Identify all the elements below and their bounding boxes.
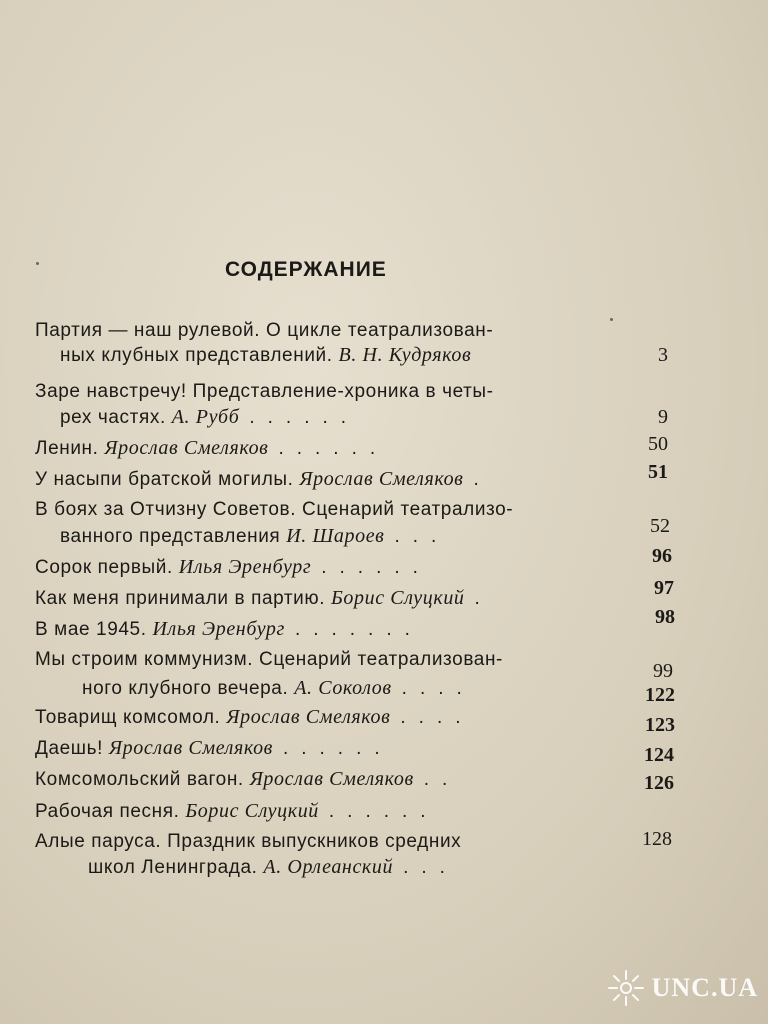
toc-title: Даешь! xyxy=(35,738,104,759)
toc-author: Борис Слуцкий xyxy=(185,800,319,822)
toc-line xyxy=(60,406,359,429)
toc-leader-dots: ...... xyxy=(282,738,393,759)
toc-line xyxy=(35,831,461,853)
toc-title: Партия — наш рулевой. О цикле театрализован- xyxy=(35,320,494,341)
toc-author: А. Орлеанский xyxy=(263,856,394,878)
toc-title: Комсомольский вагон. xyxy=(35,769,244,790)
toc-leader-dots: .... xyxy=(401,678,475,699)
toc-title: рех частях. xyxy=(60,407,166,428)
toc-line xyxy=(60,344,471,367)
toc-title: У насыпи братской могилы. xyxy=(35,469,294,490)
toc-line xyxy=(82,677,475,700)
toc-line xyxy=(35,618,423,641)
toc-line xyxy=(88,856,458,879)
toc-title: Рабочая песня. xyxy=(35,801,180,822)
toc-leader-dots: .. xyxy=(423,769,461,790)
toc-leader-dots: . xyxy=(473,469,492,490)
toc-line xyxy=(35,556,431,579)
toc-page-number: 98 xyxy=(655,606,675,628)
toc-page-number: 122 xyxy=(645,684,675,706)
toc-leader-dots: . xyxy=(474,588,493,609)
paper-speck xyxy=(610,318,613,321)
toc-line xyxy=(35,768,460,791)
toc-line xyxy=(35,800,439,823)
toc-title: ванного представления xyxy=(60,526,281,547)
toc-page-number: 50 xyxy=(648,433,668,455)
sunburst-logo-icon xyxy=(606,968,646,1008)
toc-line xyxy=(35,587,493,610)
toc-page-number: 3 xyxy=(658,344,668,366)
toc-title: Ленин. xyxy=(35,438,99,459)
toc-line xyxy=(35,381,494,403)
toc-page-number: 96 xyxy=(652,545,672,567)
toc-author: Ярослав Смеляков xyxy=(226,706,391,728)
toc-page-number: 123 xyxy=(645,714,675,736)
toc-title: В мае 1945. xyxy=(35,619,147,640)
toc-leader-dots: ...... xyxy=(249,407,360,428)
toc-title: ного клубного вечера. xyxy=(82,678,289,699)
toc-page-number: 99 xyxy=(653,660,673,682)
toc-title: ных клубных представлений. xyxy=(60,345,333,366)
toc-page-number: 52 xyxy=(650,515,670,537)
toc-author: Ярослав Смеляков xyxy=(299,468,464,490)
contents-heading: СОДЕРЖАНИЕ xyxy=(225,258,387,281)
toc-title: Заре навстречу! Представление-хроника в четы- xyxy=(35,381,494,402)
toc-line xyxy=(35,499,513,521)
toc-title: В боях за Отчизну Советов. Сценарий театрализо- xyxy=(35,499,514,520)
toc-page-number: 126 xyxy=(644,772,674,794)
toc-page-number: 51 xyxy=(648,461,668,483)
toc-title: Товарищ комсомол. xyxy=(35,707,221,728)
toc-leader-dots: ...... xyxy=(278,438,389,459)
toc-line xyxy=(35,649,503,671)
toc-page-number: 9 xyxy=(658,406,668,428)
toc-page-number: 97 xyxy=(654,577,674,599)
toc-author: Ярослав Смеляков xyxy=(104,437,269,459)
toc-author: А. Соколов xyxy=(294,677,392,699)
toc-leader-dots: ....... xyxy=(294,619,423,640)
toc-author: Илья Эренбург xyxy=(152,618,285,640)
paper-speck xyxy=(36,262,39,265)
toc-author: И. Шароев xyxy=(286,525,385,547)
toc-title: школ Ленинграда. xyxy=(88,857,258,878)
toc-author: Ярослав Смеляков xyxy=(249,768,414,790)
toc-leader-dots: ...... xyxy=(328,801,439,822)
toc-author: Борис Слуцкий xyxy=(331,587,465,609)
toc-line xyxy=(35,737,393,760)
toc-leader-dots: .... xyxy=(400,707,474,728)
toc-leader-dots: ...... xyxy=(321,557,431,578)
toc-title: Сорок первый. xyxy=(35,557,173,578)
toc-line xyxy=(35,706,474,729)
toc-title: Алые паруса. Праздник выпускников средних xyxy=(35,831,462,852)
toc-leader-dots: ... xyxy=(403,857,458,878)
toc-title: Как меня принимали в партию. xyxy=(35,588,326,609)
toc-author: Илья Эренбург xyxy=(178,556,312,578)
watermark-text: UNC.UA xyxy=(651,973,758,1002)
toc-line xyxy=(35,468,492,491)
toc-line xyxy=(35,437,388,460)
toc-line xyxy=(60,525,449,548)
toc-title: Мы строим коммунизм. Сценарий театрализован- xyxy=(35,649,503,670)
toc-author: В. Н. Кудряков xyxy=(338,344,472,366)
toc-leader-dots: ... xyxy=(394,526,450,547)
watermark xyxy=(606,968,758,1008)
toc-author: А. Рубб xyxy=(171,406,240,428)
toc-page-number: 128 xyxy=(642,828,672,850)
toc-author: Ярослав Смеляков xyxy=(108,737,273,759)
toc-line xyxy=(35,320,493,342)
toc-page-number: 124 xyxy=(644,744,674,766)
